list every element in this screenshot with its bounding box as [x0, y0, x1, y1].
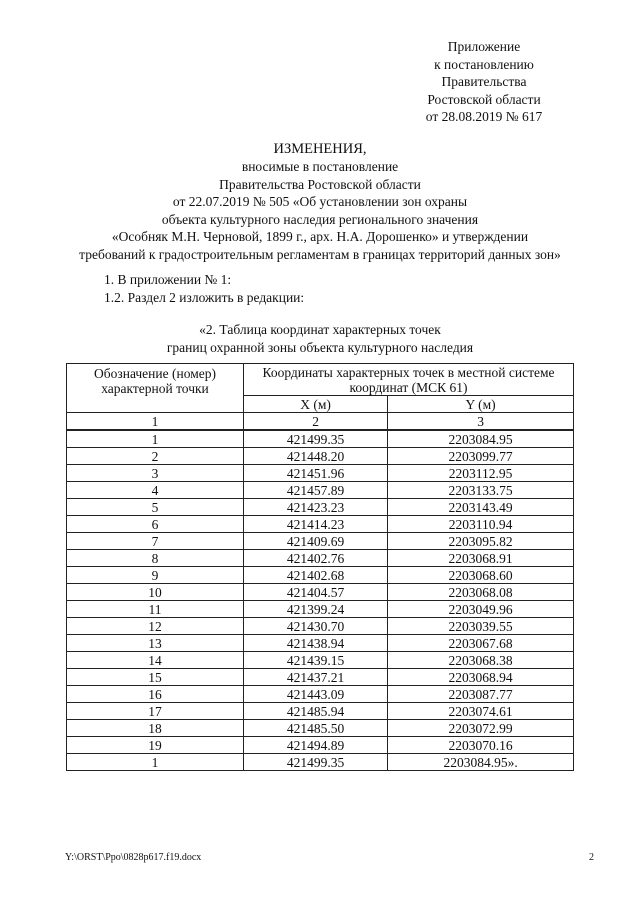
- cell-x: 421499.35: [244, 754, 388, 771]
- table-row: [67, 703, 574, 720]
- cell-x: 421448.20: [244, 448, 388, 465]
- cell-point: 8: [67, 550, 244, 567]
- appendix-line: к постановлению: [434, 56, 534, 72]
- cell-point: 1: [67, 754, 244, 771]
- cell-y: 2203143.49: [388, 499, 574, 516]
- changes-line: от 22.07.2019 № 505 «Об установлении зон охраны: [172, 194, 468, 209]
- cell-point: 12: [67, 618, 244, 635]
- cell-y: 2203039.55: [388, 618, 574, 635]
- cell-x: 421404.57: [244, 584, 388, 601]
- column-number: 2: [244, 413, 388, 431]
- column-number: 1: [67, 413, 244, 431]
- table-row: [67, 448, 574, 465]
- cell-point: 2: [67, 448, 244, 465]
- header-y: Y (м): [388, 396, 574, 413]
- cell-y: 2203067.68: [388, 635, 574, 652]
- cell-x: 421499.35: [244, 430, 388, 448]
- cell-x: 421430.70: [244, 618, 388, 635]
- table-caption-line: границ охранной зоны объекта культурного наследия: [166, 339, 474, 355]
- cell-x: 421414.23: [244, 516, 388, 533]
- table-row: [67, 618, 574, 635]
- header-x: X (м): [244, 396, 388, 413]
- table-row: [67, 635, 574, 652]
- table-row: [67, 550, 574, 567]
- cell-x: 421423.23: [244, 499, 388, 516]
- table-row: [67, 567, 574, 584]
- cell-point: 18: [67, 720, 244, 737]
- page-number: 2: [589, 852, 594, 863]
- changes-line: вносимые в постановление: [241, 159, 399, 174]
- cell-y: 2203087.77: [388, 686, 574, 703]
- cell-y: 2203110.94: [388, 516, 574, 533]
- table-row: [67, 652, 574, 669]
- cell-x: 421443.09: [244, 686, 388, 703]
- cell-x: 421494.89: [244, 737, 388, 754]
- point-item: 1.2. Раздел 2 изложить в редакции:: [104, 289, 305, 305]
- changes-line: требований к градостроительным регламентам в границах территорий данных зон»: [79, 246, 561, 262]
- cell-y: 2203049.96: [388, 601, 574, 618]
- cell-point: 16: [67, 686, 244, 703]
- cell-x: 421439.15: [244, 652, 388, 669]
- cell-y: 2203068.91: [388, 550, 574, 567]
- cell-point: 3: [67, 465, 244, 482]
- cell-x: 421402.76: [244, 550, 388, 567]
- changes-heading: ИЗМЕНЕНИЯ,: [273, 141, 367, 157]
- cell-point: 13: [67, 635, 244, 652]
- cell-point: 7: [67, 533, 244, 550]
- cell-y: 2203068.38: [388, 652, 574, 669]
- cell-y: 2203068.94: [388, 669, 574, 686]
- footer-file-path: Y:\ORST\Ppo\0828p617.f19.docx: [65, 852, 202, 863]
- table-row: [67, 516, 574, 533]
- table-row: [67, 465, 574, 482]
- table-row: [67, 601, 574, 618]
- table-row: [67, 754, 574, 771]
- appendix-line: Правительства: [441, 74, 527, 89]
- cell-point: 17: [67, 703, 244, 720]
- coordinates-table: [66, 363, 574, 771]
- changes-line: «Особняк М.Н. Черновой, 1899 г., арх. Н.А. Дорошенко» и утверждении: [111, 229, 529, 244]
- appendix-block: [404, 38, 564, 126]
- cell-x: 421437.21: [244, 669, 388, 686]
- table-row: [67, 737, 574, 754]
- table-row: [67, 430, 574, 448]
- cell-y: 2203070.16: [388, 737, 574, 754]
- cell-y: 2203095.82: [388, 533, 574, 550]
- cell-y: 2203112.95: [388, 465, 574, 482]
- cell-point: 14: [67, 652, 244, 669]
- table-row: [67, 482, 574, 499]
- table-row: [67, 584, 574, 601]
- cell-point: 6: [67, 516, 244, 533]
- table-row: [67, 669, 574, 686]
- points-block: [104, 271, 304, 306]
- cell-y: 2203084.95: [388, 430, 574, 448]
- cell-y: 2203068.60: [388, 567, 574, 584]
- table-caption: [0, 321, 640, 356]
- table-row: [67, 533, 574, 550]
- cell-point: 11: [67, 601, 244, 618]
- cell-y: 2203099.77: [388, 448, 574, 465]
- cell-point: 4: [67, 482, 244, 499]
- cell-x: 421485.50: [244, 720, 388, 737]
- table-row: [67, 499, 574, 516]
- cell-x: 421399.24: [244, 601, 388, 618]
- cell-x: 421485.94: [244, 703, 388, 720]
- header-designation: Обозначение (номер) характерной точки: [67, 364, 244, 413]
- cell-x: 421451.96: [244, 465, 388, 482]
- appendix-line: Ростовской области: [427, 91, 541, 107]
- changes-title-block: [0, 140, 640, 263]
- point-item: 1. В приложении № 1:: [104, 272, 232, 287]
- table-caption-line: «2. Таблица координат характерных точек: [199, 322, 441, 337]
- column-number: 3: [388, 413, 574, 431]
- cell-y: 2203072.99: [388, 720, 574, 737]
- cell-y: 2203068.08: [388, 584, 574, 601]
- cell-point: 10: [67, 584, 244, 601]
- cell-point: 15: [67, 669, 244, 686]
- table-row: [67, 720, 574, 737]
- cell-x: 421402.68: [244, 567, 388, 584]
- cell-point: 1: [67, 430, 244, 448]
- cell-x: 421409.69: [244, 533, 388, 550]
- appendix-line: Приложение: [447, 39, 521, 54]
- table-row: [67, 686, 574, 703]
- cell-point: 5: [67, 499, 244, 516]
- cell-y: 2203133.75: [388, 482, 574, 499]
- cell-x: 421457.89: [244, 482, 388, 499]
- cell-y: 2203084.95».: [388, 754, 574, 771]
- changes-line: Правительства Ростовской области: [219, 176, 421, 192]
- cell-y: 2203074.61: [388, 703, 574, 720]
- changes-line: объекта культурного наследия регионального значения: [161, 211, 479, 227]
- cell-point: 19: [67, 737, 244, 754]
- cell-x: 421438.94: [244, 635, 388, 652]
- appendix-line: от 28.08.2019 № 617: [425, 109, 543, 124]
- cell-point: 9: [67, 567, 244, 584]
- header-coordinates: Координаты характерных точек в местной системе координат (МСК 61): [244, 364, 574, 396]
